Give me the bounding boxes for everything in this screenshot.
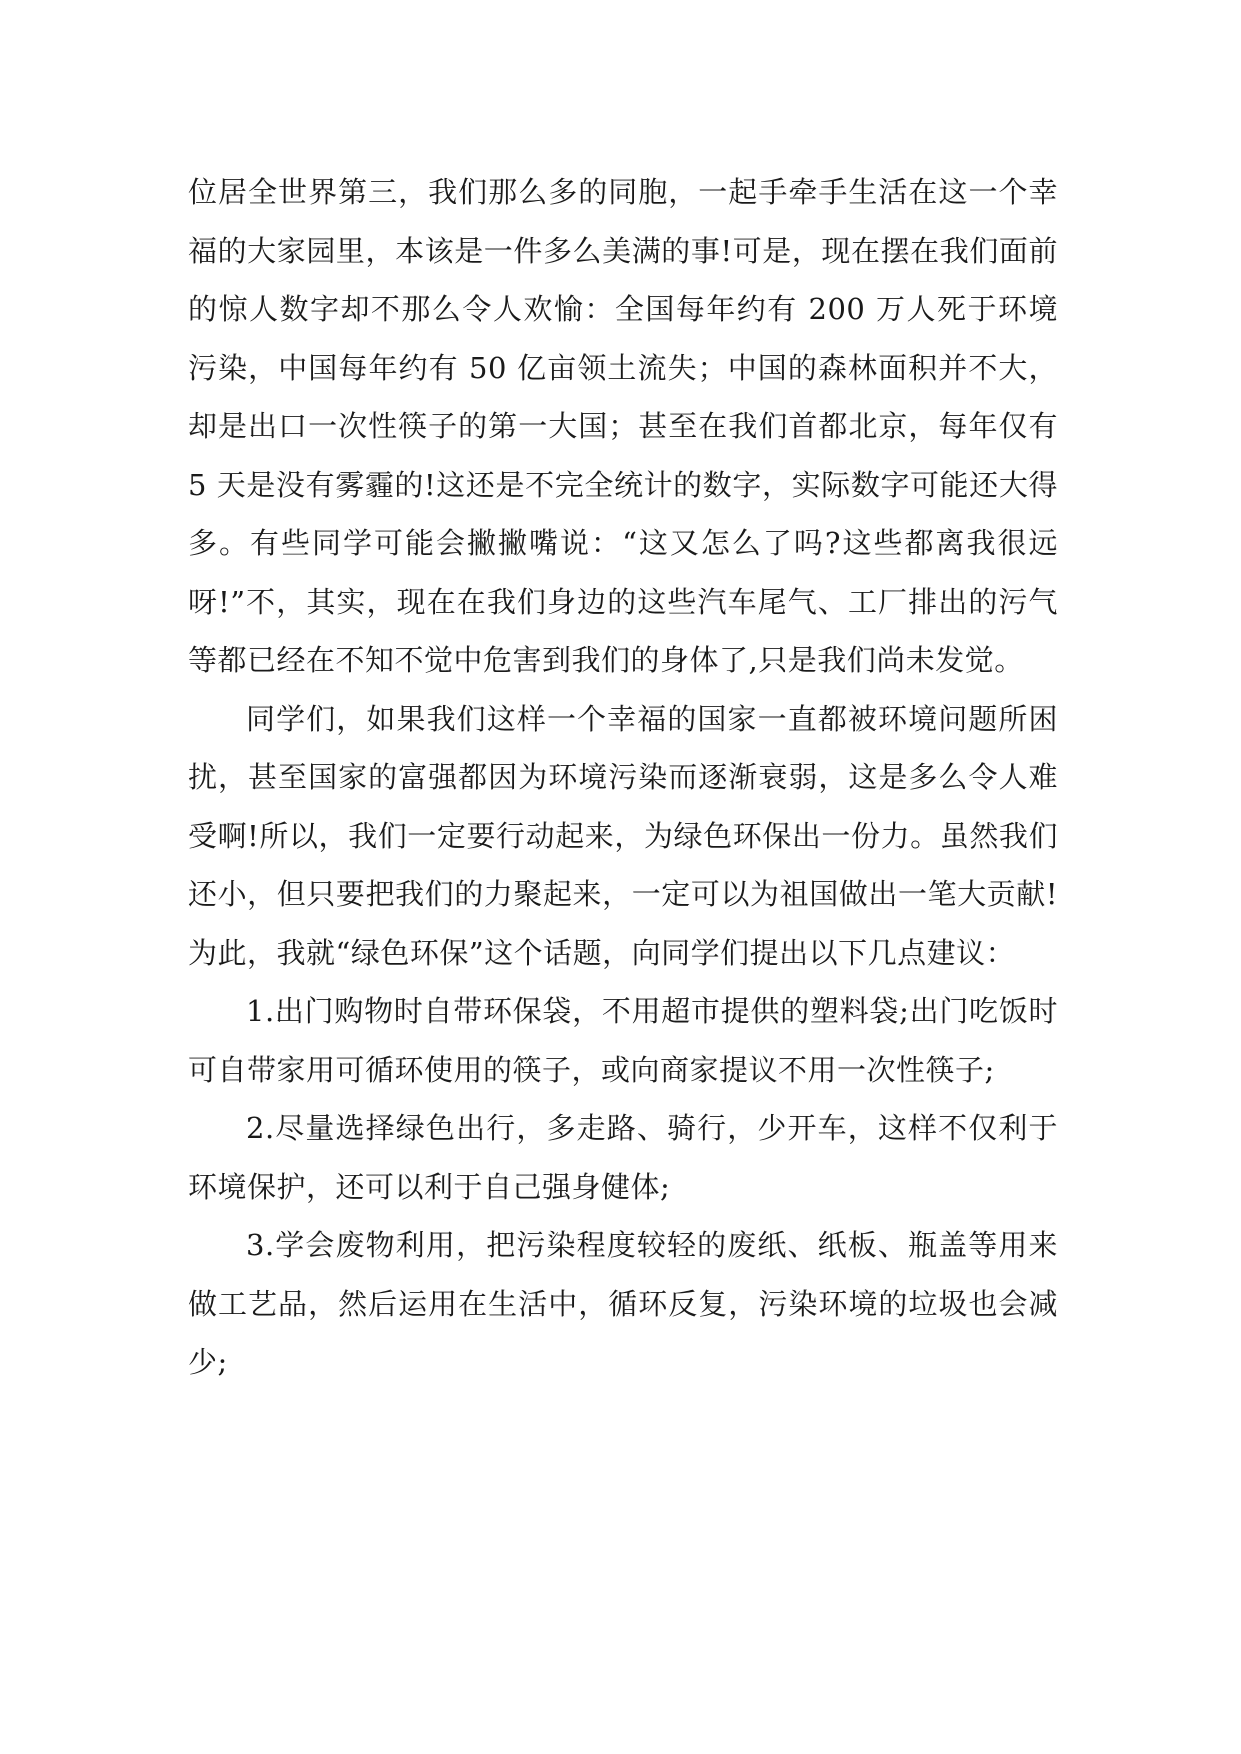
list-item-1: 1.出门购物时自带环保袋，不用超市提供的塑料袋;出门吃饭时可自带家用可循环使用的筷子，或向商家提议不用一次性筷子; (188, 994, 1058, 1087)
document-body (188, 163, 1058, 1392)
paragraph-2: 同学们，如果我们这样一个幸福的国家一直都被环境问题所困扰，甚至国家的富强都因为环境污染而逐渐衰弱，这是多么令人难受啊!所以，我们一定要行动起来，为绿色环保出一份力。虽然我们还小，但只要把我们的力聚起来，一定可以为祖国做出一笔大贡献!为此，我就“绿色环保”这个话题，向同学们提出以下几点建议： (188, 701, 1058, 970)
paragraph-1: 位居全世界第三，我们那么多的同胞，一起手牵手生活在这一个幸福的大家园里，本该是一件多么美满的事!可是，现在摆在我们面前的惊人数字却不那么令人欢愉：全国每年约有 200 万人死于环境污染，中国每年约有 50 亿亩领土流失；中国的森林面积并不大，却是出口一次性筷子的第一大国；甚至在我们首都北京，每年仅有 5 天是没有雾霾的!这还是不完全统计的数字，实际数字可能还大得多。有些同学可能会撇撇嘴说：“这又怎么了吗?这些都离我很远呀!”不，其实，现在在我们身边的这些汽车尾气、工厂排出的污气等都已经在不知不觉中危害到我们的身体了,只是我们尚未发觉。 (188, 175, 1058, 677)
list-item-2: 2.尽量选择绿色出行，多走路、骑行，少开车，这样不仅利于环境保护，还可以利于自己强身健体; (188, 1111, 1058, 1204)
list-item-3: 3.学会废物利用，把污染程度较轻的废纸、纸板、瓶盖等用来做工艺品，然后运用在生活中，循环反复，污染环境的垃圾也会减少; (188, 1228, 1058, 1379)
